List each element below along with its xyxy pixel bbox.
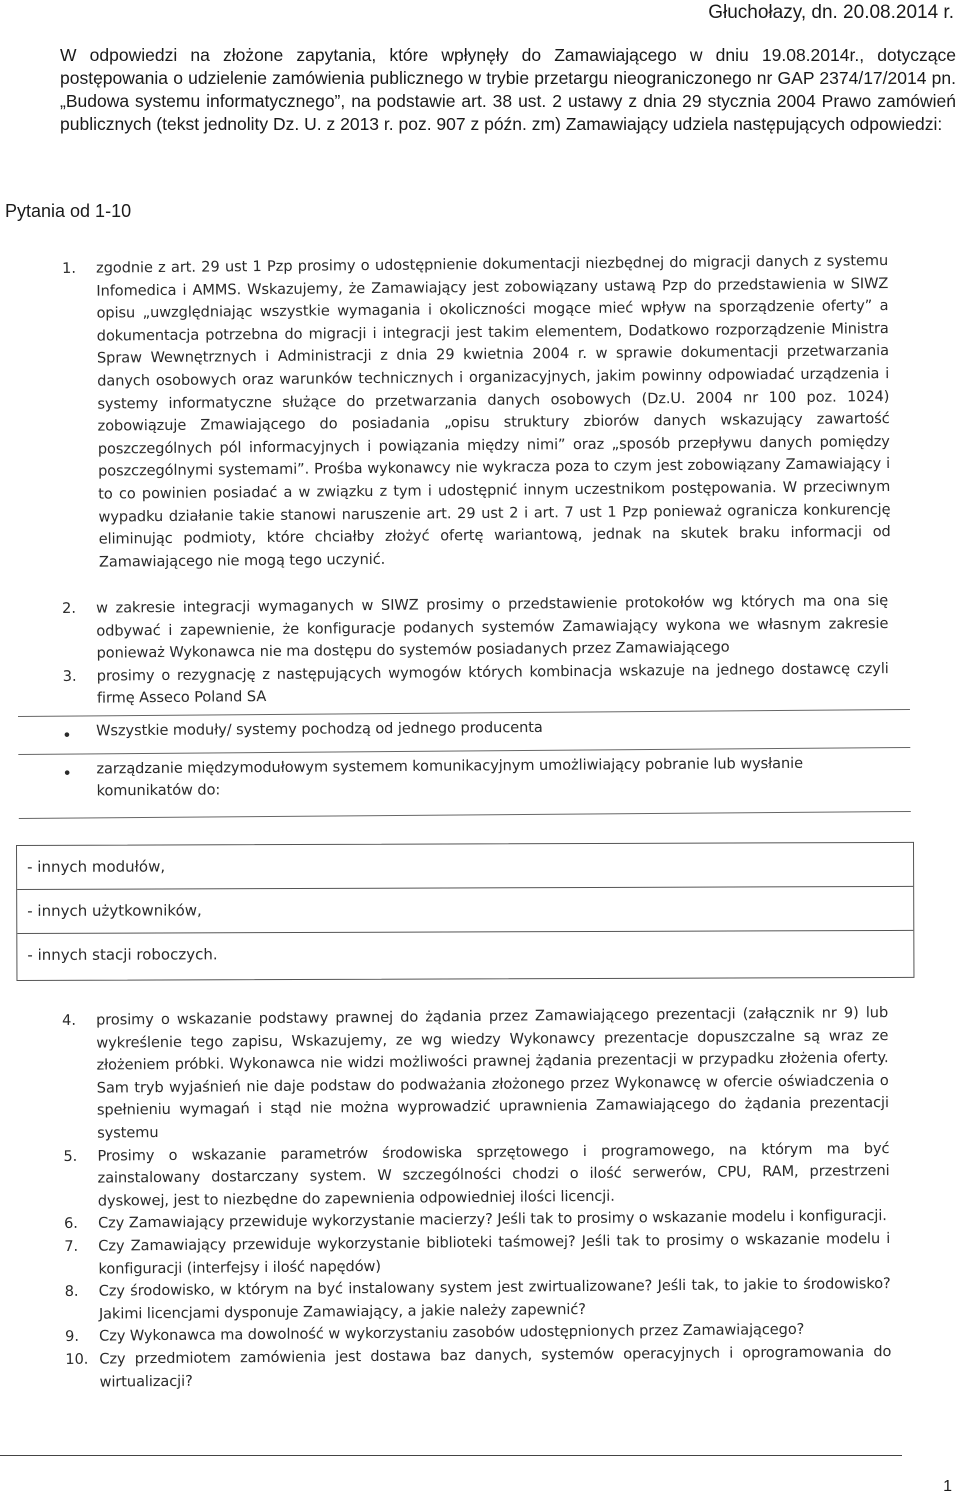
question-text: prosimy o wskazanie podstawy prawnej do żądania przez Zamawiającego prezentacji (załącznik nr 9) lub wykreślenie tego zapisu, Wskazujemy, ze wg wiedzy Wykonawcy prezentacje dopuszczalne są wraz ze złożeniem próbki. Wykonawca nie widzi możliwości prawnej żądania prezentacji w przypadku złożenia oferty. Sam tryb wyjaśnień nie daje podstaw do podważania złożonego przez Wykonawcę w ofercie oświadczenia o spełnieniu wymagań i stąd nie można wyprowadzić uprawnienia Zamawiającego do żądania prezentacji systemu: [96, 1004, 890, 1142]
question-text: Czy środowisko, w którym na być instalowany system jest zwirtualizowane? Jeśli tak, to jakie to środowisko? Jakimi licencjami dysponuje Zamawiający, a jakie należy zapewnić?: [98, 1275, 891, 1323]
question-text: Czy przedmiotem zamówienia jest dostawa baz danych, systemów operacyjnych i oprogramowania do wirtualizacji?: [99, 1342, 892, 1391]
question-number: 1.: [62, 259, 76, 277]
question-item: [59, 658, 889, 711]
question-item: [60, 1228, 890, 1281]
table-row: - innych stacji roboczych.: [27, 945, 218, 964]
question-text: w zakresie integracji wymaganych w SIWZ prosimy o przedstawienie protokołów wg których ma ona się odbywać i zapewnienie, że konfiguracje podanych systemów Zamawiający wykona we własnym zakresie ponieważ Wykonawca nie ma dostępu do systemów posiadanych przez Zamawiającego: [96, 592, 889, 662]
question-item: [58, 590, 889, 666]
question-number: 9.: [65, 1328, 79, 1346]
table-row: - innych użytkowników,: [17, 887, 913, 934]
bullet-text: Wszystkie moduły/ systemy pochodzą od jednego producenta: [96, 718, 543, 740]
question-list-part-3: [58, 1002, 892, 1394]
communication-targets-table: [16, 842, 914, 981]
bullet-icon: •: [62, 763, 72, 783]
question-number: 6.: [63, 1215, 78, 1233]
question-text: Czy Zamawiający przewiduje wykorzystanie biblioteki taśmowej? Jeśli tak to prosimy o wskazanie modelu i konfiguracji (interfejsy i ilość napędów): [98, 1229, 891, 1278]
bullet-item: [18, 747, 910, 819]
intro-paragraph: W odpowiedzi na złożone zapytania, które wpłynęły do Zamawiającego w dniu 19.08.2014r., dotyczące postępowania o udzielenie zamówienia publicznego w trybie przetargu nieograniczonego nr GAP 2374/17/2014 pn. „Budowa systemu informatycznego”, na podstawie art. 38 ust. 2 ustawy z dnia 29 stycznia 2004 Prawo zamówień publicznych (tekst jednolity Dz. U. z 2013 r. poz. 907 z późn. zm) Zamawiający udziela następujących odpowiedzi:: [60, 45, 956, 134]
question-number: 4.: [62, 1011, 76, 1029]
question-list-part-2: [58, 590, 889, 711]
requirements-bullet-table: [18, 709, 911, 819]
question-number: 10.: [65, 1350, 89, 1368]
question-item: [58, 250, 891, 574]
question-number: 3.: [62, 667, 77, 685]
question-number: 2.: [62, 599, 76, 617]
question-item: [58, 1002, 889, 1146]
table-row: - innych modułów,: [17, 843, 913, 890]
question-list-part-1: [58, 250, 891, 574]
question-number: 5.: [63, 1147, 78, 1165]
bullet-text: zarządzanie międzymodułowym systemem komunikacyjnym umożliwiający pobranie lub wysłanie komunikatów do:: [96, 754, 804, 800]
questions-subheading: Pytania od 1-10: [5, 201, 132, 221]
page-number: 1: [943, 1478, 952, 1495]
bullet-icon: •: [62, 725, 72, 745]
question-number: 7.: [64, 1237, 79, 1255]
intro-section: [60, 44, 956, 136]
document-date: Głuchołazy, dn. 20.08.2014 r.: [708, 2, 954, 23]
question-text: Czy Wykonawca ma dowolność w wykorzystaniu zasobów udostępnionych przez Zamawiającego?: [99, 1321, 805, 1345]
question-number: 8.: [64, 1282, 79, 1301]
question-text: Czy Zamawiający przewiduje wykorzystanie macierzy? Jeśli tak to prosimy o wskazanie modelu i konfiguracji.: [97, 1207, 887, 1232]
question-item: [59, 1138, 890, 1214]
question-text: Prosimy o wskazanie parametrów środowiska sprzętowego i programowego, na którym ma być zainstalowany dostarczany system. W szczególności chodzi o ilość serwerów, CPU, RAM, przestrzeni dyskowej, jest to niezbędne do zapewnienia odpowiedniej ilości licencji.: [97, 1139, 890, 1210]
question-text: zgodnie z art. 29 ust 1 Pzp prosimy o udostępnienie dokumentacji niezbędnej do migracji danych z systemu Infomedica i AMMS. Wskazujemy, że Zamawiający jest zobowiązany ustawą Pzp do przedstawienia w SIWZ opisu „uwzględniając wszystkie wymagania i okoliczności mogące mieć wpływ na sporządzenie oferty” a dokumentacja potrzebna do migracji i integracji jest takim elementem, Dodatkowo rozporządzenie Ministra Spraw Wewnętrznych i Administracji z dnia 29 kwietnia 2004 r. w sprawie dokumentacji przetwarzania danych osobowych oraz warunków technicznych i organizacyjnych, jakim powinny odpowiadać urządzenia i systemy informatyczne służące do przetwarzania danych osobowych (Dz.U. 2004 nr 100 poz. 1024) zobowiązuje Zmawiającego do posiadania „opisu struktury zbiorów danych wskazujący zawartość poszczególnych pól informacyjnych i powiązania między nimi” oraz „sposób przepływu danych pomiędzy poszczególnymi systemami”. Prośba wykonawcy nie wykracza poza to czym jest zobowiązany Zamawiający i to co powinien posiadać a w związku z tym i udostępnić innym uczestnikom postępowania. W przeciwnym wypadku działanie takie stanowi naruszenie art. 29 ust 2 i art. 7 ust 1 Pzp ponieważ ogranicza konkurencję eliminując podmioty, które chciałby złożyć ofertę wariantową, jednak na skutek braku informacji od Zamawiającego nie mogą tego uczynić.: [96, 252, 891, 571]
question-item: [61, 1273, 891, 1326]
question-item: [61, 1341, 891, 1394]
footer-divider: [0, 1455, 902, 1456]
question-text: prosimy o rezygnację z następujących wymogów których kombinacja wskazuje na jednego dostawcę czyli firmę Asseco Poland SA: [96, 659, 889, 708]
